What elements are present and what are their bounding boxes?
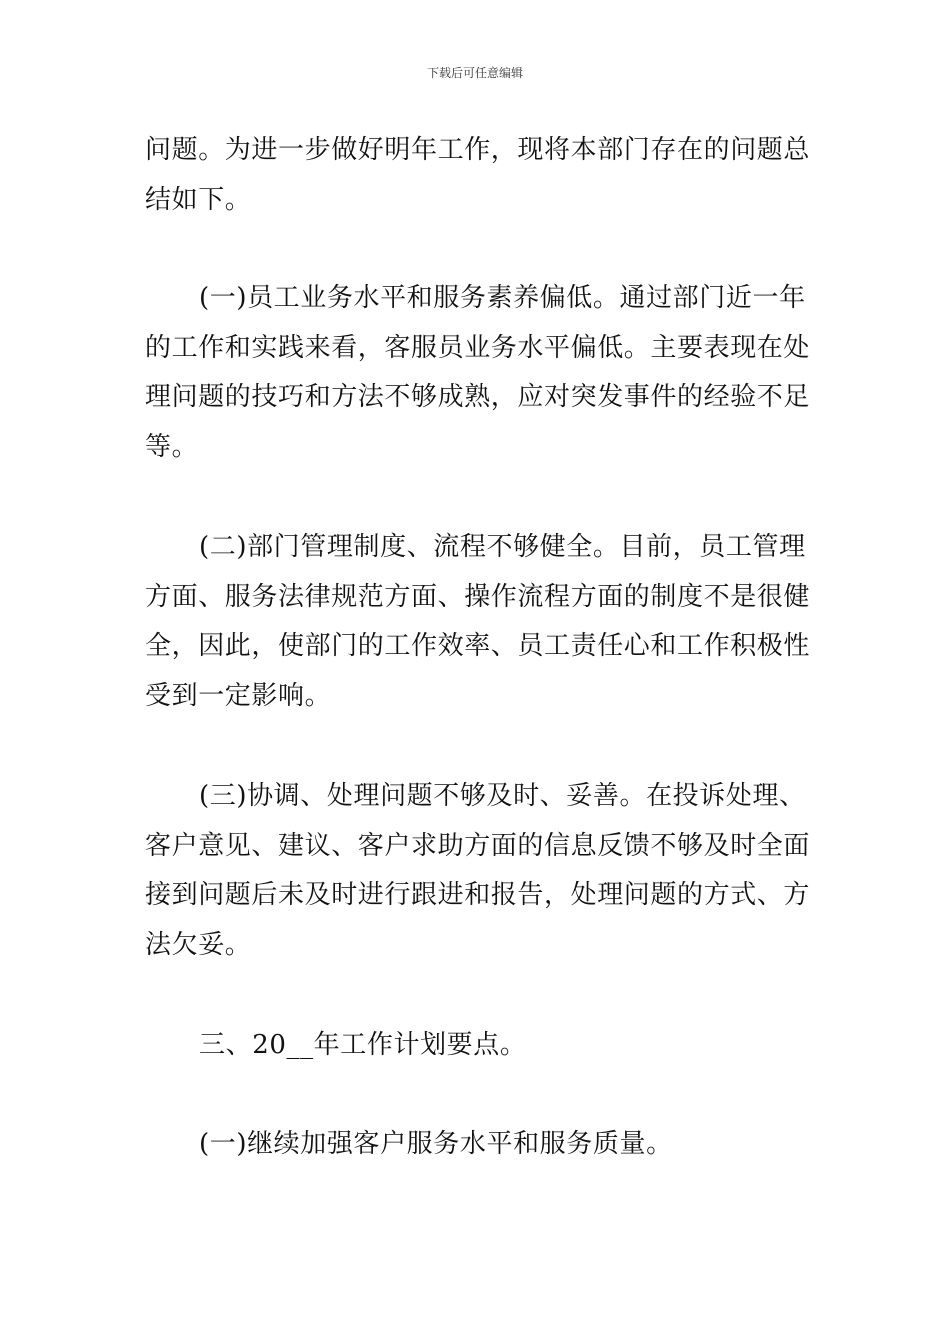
section-heading-plan	[145, 1021, 810, 1071]
text-line: 接到问题后未及时进行跟进和报告，处理问题的方式、方	[145, 880, 811, 910]
text-line: 问题。为进一步做好明年工作，现将本部门存在的问题总	[145, 135, 811, 165]
paragraph-intro-continuation	[145, 126, 810, 225]
text-line: 结如下。	[145, 184, 252, 215]
text-line: 客户意见、建议、客户求助方面的信息反馈不够及时全面	[145, 830, 811, 861]
text-line: 法欠妥。	[145, 929, 252, 960]
text-line: 全，因此，使部门的工作效率、员工责任心和工作积极性	[145, 631, 811, 661]
text-line: 受到一定影响。	[145, 680, 332, 711]
text-line: (一)继续加强客户服务水平和服务质量。	[199, 1129, 673, 1159]
text-line: 三、20__年工作计划要点。	[199, 1030, 527, 1060]
paragraph-plan-item-one	[145, 1120, 810, 1170]
paragraph-issue-one	[145, 274, 810, 472]
text-line: 方面、服务法律规范方面、操作流程方面的制度不是很健	[145, 581, 811, 612]
paragraph-issue-two	[145, 523, 810, 721]
text-line: 的工作和实践来看，客服员业务水平偏低。主要表现在处	[145, 332, 811, 363]
text-line: 理问题的技巧和方法不够成熟，应对突发事件的经验不足	[145, 382, 811, 412]
text-line: 等。	[145, 431, 199, 462]
text-line: (三)协调、处理问题不够及时、妥善。在投诉处理、	[199, 781, 806, 811]
paragraph-issue-three	[145, 772, 810, 970]
text-line: (一)员工业务水平和服务素养偏低。通过部门近一年	[199, 283, 806, 313]
text-line: (二)部门管理制度、流程不够健全。目前，员工管理	[199, 532, 806, 562]
page-header: 下载后可任意编辑	[426, 66, 523, 80]
